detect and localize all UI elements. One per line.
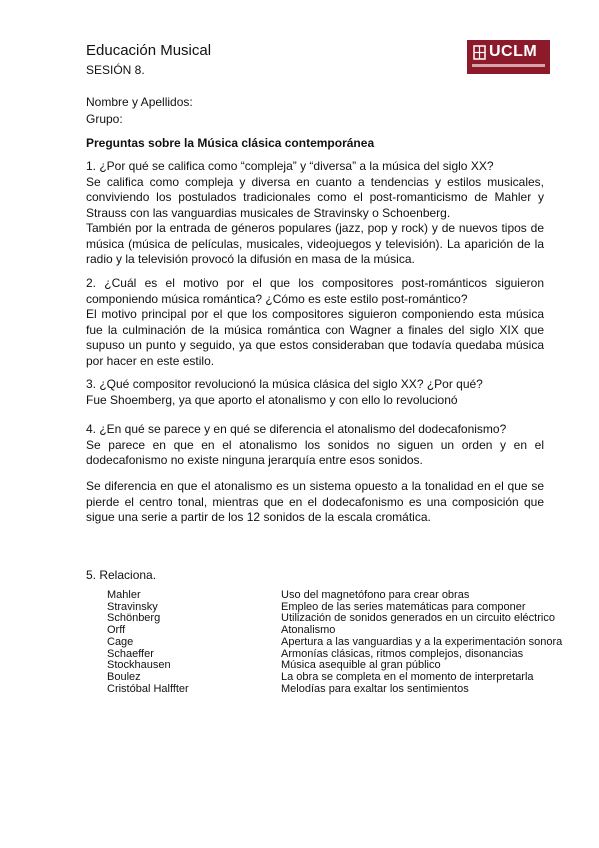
- composer-name: Schönberg: [107, 612, 161, 625]
- logo-subline: [472, 64, 545, 67]
- session-label: SESIÓN 8.: [86, 63, 145, 77]
- relaciona-list: [107, 590, 567, 706]
- composer-name: Orff: [107, 624, 126, 637]
- question-block-1: [86, 159, 544, 268]
- composer-name: Schaeffer: [107, 647, 154, 660]
- description-text: Atonalismo: [281, 624, 336, 637]
- description-text: Armonías clásicas, ritmos complejos, disonancias: [281, 647, 524, 660]
- group-label: Grupo:: [86, 112, 123, 126]
- logo-wordmark: UCLM: [489, 43, 538, 60]
- match-row: [107, 613, 567, 625]
- question-text: 4. ¿En qué se parece y en qué se diferencia el atonalismo del dodecafonismo?: [86, 422, 507, 436]
- match-row: [107, 590, 567, 602]
- description-text: Música asequible al gran público: [281, 659, 441, 672]
- question-block-4-extra: [86, 479, 544, 526]
- section-heading: Preguntas sobre la Música clásica contemporánea: [86, 136, 375, 150]
- composer-name: Stockhausen: [107, 659, 171, 672]
- description-text: Uso del magnetófono para crear obras: [281, 590, 470, 601]
- composer-name: Mahler: [107, 590, 141, 601]
- description-text: Apertura a las vanguardias y a la experimentación sonora: [281, 635, 563, 648]
- match-row: [107, 684, 567, 696]
- answer-text: Se parece en que en el atonalismo los sonidos no siguen un orden y en el dodecafonismo no existe ninguna jerarquía entre esos sonidos.: [86, 437, 544, 467]
- description-text: La obra se completa en el momento de interpretarla: [281, 670, 534, 683]
- ucl-mark-icon: [472, 45, 487, 60]
- answer-text: El motivo principal por el que los compositores siguieron componiendo esta música fue la culminación de la música romántica con Wagner a finales del siglo XIX que supuso un punto y seguido, ya que estos consideraban que todavía quedaba música por hacer en este estilo.: [86, 307, 544, 368]
- answer-text: Se califica como compleja y diversa en cuanto a tendencias y estilos musicales, conviviendo los postulados tradicionales como el post-romanticismo de Mahler y Strauss con las vanguardias musicales de Stravinsky o Schoenberg.: [86, 174, 544, 220]
- composer-name: Stravinsky: [107, 600, 158, 613]
- question-block-3: [86, 377, 544, 408]
- description-text: Melodías para exaltar los sentimientos: [281, 682, 469, 695]
- answer-text: Se diferencia en que el atonalismo es un sistema opuesto a la tonalidad en el que se pierde el centro tonal, mientras que en el dodecafonismo es una composición que sigue una serie a partir de los 12 sonidos de la escala cromática.: [86, 479, 544, 524]
- question-text: 2. ¿Cuál es el motivo por el que los compositores post-románticos siguieron componiendo música romántica? ¿Cómo es este estilo post-romántico?: [86, 276, 544, 306]
- composer-name: Cristóbal Halffter: [107, 682, 189, 695]
- course-title: Educación Musical: [86, 42, 212, 59]
- description-text: Empleo de las series matemáticas para componer: [281, 600, 526, 613]
- name-label: Nombre y Apellidos:: [86, 95, 193, 109]
- answer-text: Fue Shoemberg, ya que aporto el atonalismo y con ello lo revolucionó: [86, 392, 458, 407]
- composer-name: Cage: [107, 635, 134, 648]
- question-block-4: [86, 422, 544, 469]
- question-text: 3. ¿Qué compositor revolucionó la música clásica del siglo XX? ¿Por qué?: [86, 377, 483, 391]
- match-row: [107, 637, 567, 649]
- answer-text: También por la entrada de géneros populares (jazz, pop y rock) y de nuevos tipos de música (música de películas, musicales, videojuegos y televisión). La aparición de la radio y la televisión provocó la difusión en masa de la música.: [86, 221, 544, 266]
- match-row: [107, 672, 567, 684]
- description-text: Utilización de sonidos generados en un circuito eléctrico: [281, 612, 555, 625]
- question-text: 1. ¿Por qué se califica como “compleja” y “diversa” a la música del siglo XX?: [86, 159, 494, 173]
- relaciona-title: 5. Relaciona.: [86, 568, 157, 582]
- university-logo: [467, 40, 550, 74]
- question-block-2: [86, 276, 544, 369]
- composer-name: Boulez: [107, 670, 141, 683]
